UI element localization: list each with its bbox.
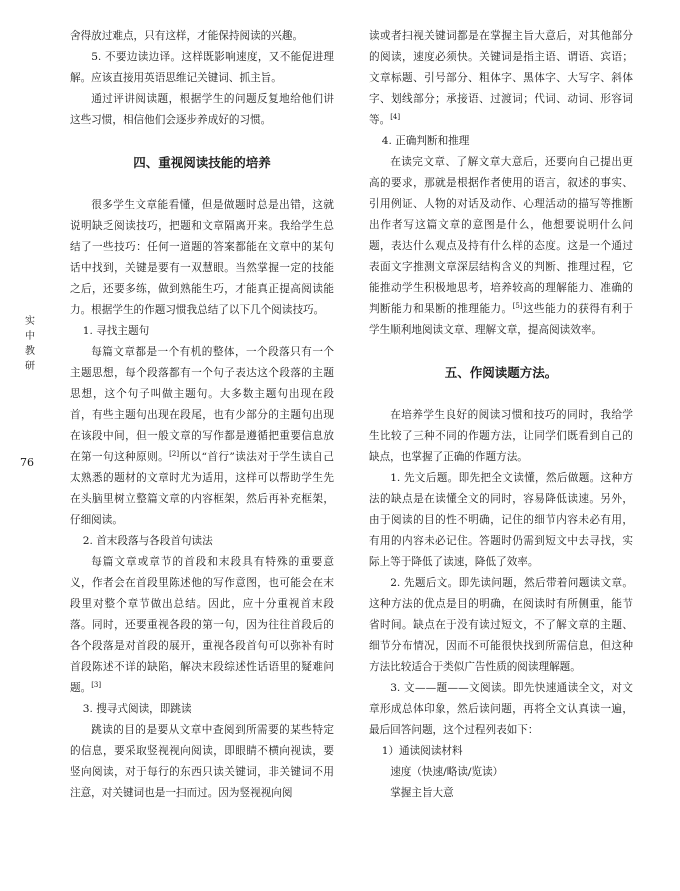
list-item: 速度（快速/略读/览读）	[390, 766, 504, 778]
page-number: 76	[20, 456, 34, 469]
subheading: 4. 正确判断和推理	[381, 135, 470, 147]
paragraph: 在培养学生良好的阅读习惯和技巧的同时，我给学生比较了三种不同的作题方法，让同学们既看到自己的缺点，也掌握了正确的作题方法。	[369, 409, 633, 463]
paragraph: 通过评讲阅读题，根据学生的问题反复地给他们讲这些习惯，相信他们会逐步养成好的习惯。	[70, 93, 334, 126]
left-column	[70, 26, 334, 804]
paragraph: 跳读的目的是要从文章中查阅到所需要的某些特定的信息，要采取竖视视向阅读，即眼睛不横向视读，要竖向阅读，对于每行的东西只读关键词，非关键词不用注意，对关键词也是一扫而过。因为竖视视向阅	[70, 724, 334, 799]
paragraph: 1. 先文后题。即先把全文读懂，然后做题。这种方法的缺点是在读懂全文的同时，容易降低读速。另外，由于阅读的目的性不明确，记住的细节内容未必有用，有用的内容未必记住。答题时仍需到短文中去寻找，实际上等于降低了读速，降低了效率。	[369, 472, 633, 568]
list-item: 1）通读阅读材料	[381, 745, 463, 757]
right-column	[369, 26, 633, 804]
paragraph: 很多学生文章能看懂，但是做题时总是出错，这就说明缺乏阅读技巧，把题和文章隔离开来。我给学生总结了一些技巧：任何一道题的答案都能在文章中的某句话中找到，关键是要有一双慧眼。当然掌握一定的技能之后，还要多练，做到熟能生巧，才能真正提高阅读能力。根据学生的作题习惯我总结了以下几个阅读技巧。	[70, 199, 334, 316]
section-heading: 四、重视阅读技能的培养	[133, 155, 271, 170]
paragraph: 每篇文章或章节的首段和末段具有特殊的重要意义，作者会在首段里陈述他的写作意图，也可能会在末段里对整个章节做出总结。因此，应十分重视首末段落。同时，还要重视各段的第一句，因为往往首段后的各个段落是对首段的展开，重视各段首句可以弥补有时首段陈述不详的缺陷，解决末段综述性话语里的疑难问题。[3]	[70, 556, 334, 694]
subheading: 2. 首末段落与各段首句读法	[82, 535, 213, 547]
citation: [3]	[91, 681, 102, 689]
list-item: 掌握主旨大意	[390, 787, 454, 799]
paragraph: 3. 文——题——文阅读。即先快速通读全文，对文章形成总体印象，然后读问题，再将全文认真读一遍，最后回答问题，这个过程列表如下：	[369, 682, 633, 736]
journal-char: 中	[25, 331, 35, 342]
journal-char: 实	[25, 316, 35, 327]
paragraph: 2. 先题后文。即先读问题，然后带着问题读文章。这种方法的优点是目的明确，在阅读时有所侧重，能节省时间。缺点在于没有读过短文，不了解文章的主题、细节分布情况，因而不可能很快找到所需信息，但这种方法比较适合于类似广告性质的阅读理解题。	[369, 577, 633, 673]
section-heading: 五、作阅读题方法。	[444, 365, 558, 380]
journal-char: 研	[25, 361, 35, 372]
paragraph: 舍得放过难点，只有这样，才能保持阅读的兴趣。	[70, 30, 304, 42]
citation: [4]	[390, 113, 401, 121]
subheading: 1. 寻找主题句	[82, 325, 150, 337]
paragraph: 在读完文章、了解文章大意后，还要向自己提出更高的要求，那就是根据作者使用的语言，叙述的事实、引用例证、人物的对话及动作、心理活动的描写等推断出作者写这篇文章的意图是什么，他想要说明什么问题，表达什么观点及持有什么样的态度。这是一个通过表面文字推测文章深层结构含义的判断、推理过程，它能推动学生积极地思考，培养较高的理解能力、准确的判断能力和果断的推理能力。[5]这些能力的获得有利于学生顺利地阅读文章、理解文章，提高阅读效率。	[369, 156, 633, 336]
paragraph: 每篇文章都是一个有机的整体，一个段落只有一个主题思想，每个段落都有一个句子表达这个段落的主题思想，这个句子叫做主题句。大多数主题句出现在段首，有些主题句出现在段尾，也有少部分的主题句出现在该段中间，但一般文章的写作都是遵循把重要信息放在第一句这种原则。[2]所以“首行”读法对于学生读自己太熟悉的题材的文章时尤为适用，这样可以帮助学生先在头脑里树立整篇文章的内容框架，然后再补充框架，仔细阅读。	[70, 346, 335, 526]
citation: [2]	[169, 450, 180, 458]
journal-name	[23, 314, 37, 374]
paragraph: 5. 不要边读边译。这样既影响速度，又不能促进理解。应该直接用英语思维记关键词、抓主旨。	[70, 51, 334, 84]
paragraph: 读或者扫视关键词都是在掌握主旨大意后，对其他部分的阅读，速度必须快。关键词是指主语、谓语、宾语；文章标题、引号部分、粗体字、黑体字、大写字、斜体字、划线部分；承接语、过渡词；代词、动词、形容词等。[4]	[369, 30, 633, 126]
subheading: 3. 搜寻式阅读，即跳读	[82, 703, 192, 715]
citation: [5]	[512, 302, 523, 310]
journal-char: 教	[25, 346, 35, 357]
